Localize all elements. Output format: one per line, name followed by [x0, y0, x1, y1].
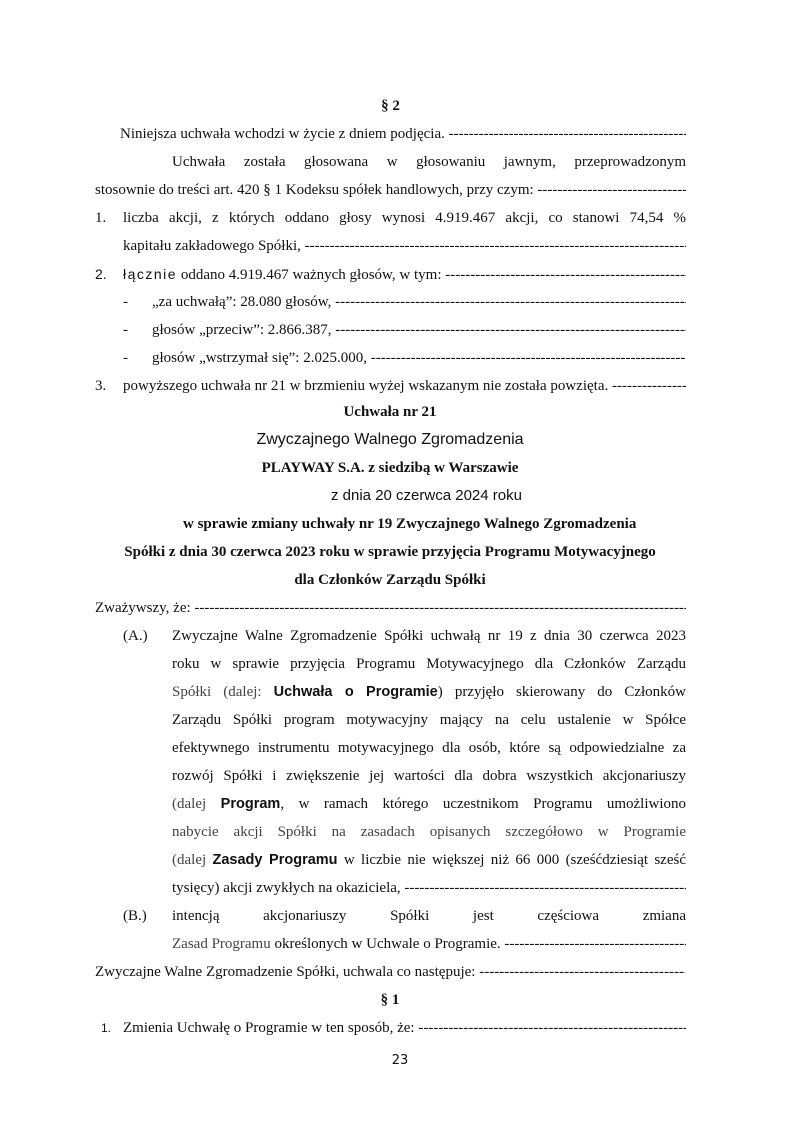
recital-b-text-2: określonych w Uchwale o Programie.	[270, 936, 501, 952]
point-1-number: 1.	[101, 1021, 112, 1035]
term-program: Program	[220, 796, 281, 812]
recital-a-line-1: Zwyczajne Walne Zgromadzenie Spółki uchwałą nr 19 z dnia 30 czerwca 2023	[172, 628, 686, 644]
item-1-line-2	[123, 236, 686, 256]
vote-dash: -	[123, 322, 128, 338]
recital-a-line-7-tail: , w ramach którego uczestnikom Programu umożliwiono	[280, 796, 686, 812]
vote-dash: -	[123, 294, 128, 310]
vote-for	[152, 292, 686, 312]
recital-a-line-4: Zarządu Spółki program motywacyjny mający na celu ustalenie w Spółce	[172, 712, 686, 728]
resolution-date: z dnia 20 czerwca 2024 roku	[331, 487, 522, 504]
effective-text: Niniejsza uchwała wchodzi w życie z dniem podjęcia.	[120, 126, 445, 142]
recital-a-line-10-text: tysięcy) akcji zwykłych na okaziciela,	[172, 880, 401, 896]
resolves-text: Zwyczajne Walne Zgromadzenie Spółki, uchwala co następuje:	[95, 964, 476, 980]
recital-a-line-3-tail: przyjęło skierowany do Członków	[454, 684, 686, 700]
subject-line-2: Spółki z dnia 30 czerwca 2023 roku w sprawie przyjęcia Programu Motywacyjnego	[124, 544, 656, 560]
dalej-open: (dalej	[172, 796, 207, 812]
recital-a-label: (A.)	[123, 628, 148, 644]
dalej-open-2: (dalej	[172, 852, 207, 868]
recital-b-line-2	[172, 934, 686, 954]
vote-intro-text-2: stosownie do treści art. 420 § 1 Kodeksu spółek handlowych, przy czym:	[95, 182, 534, 198]
term-uchwala-o-programie: Uchwała o Programie	[273, 684, 438, 700]
vote-against-text: głosów „przeciw”: 2.866.387,	[152, 322, 332, 338]
whereas-text: Zważywszy, że:	[95, 600, 191, 616]
whereas-line	[95, 598, 686, 618]
item-2-number: 2.	[95, 266, 107, 282]
item-2-text: oddano 4.919.467 ważnych głosów, w tym:	[177, 267, 442, 283]
vote-abstain-text: głosów „wstrzymał się”: 2.025.000,	[152, 350, 367, 366]
resolution-assembly: Zwyczajnego Walnego Zgromadzenia	[256, 431, 524, 448]
vote-against	[152, 320, 686, 340]
vote-intro-line-2	[95, 180, 686, 200]
item-1-number: 1.	[95, 210, 107, 226]
item-3-text: powyższego uchwała nr 21 w brzmieniu wyżej wskazanym nie została powzięta.	[123, 378, 609, 394]
recital-a-line-8: nabycie akcji Spółki na zasadach opisanych szczegółowo w Programie	[172, 824, 686, 840]
resolution-company: PLAYWAY S.A. z siedzibą w Warszawie	[261, 460, 519, 476]
term-zasady-programu: Zasady Programu	[212, 852, 338, 868]
item-2-line	[123, 264, 686, 284]
point-1-text: Zmienia Uchwałę o Programie w ten sposób, że:	[123, 1020, 415, 1036]
item-1-line-1: liczba akcji, z których oddano głosy wynosi 4.919.467 akcji, co stanowi 74,54 %	[123, 210, 686, 226]
effective-clause	[95, 124, 686, 144]
recital-a-line-2: roku w sprawie przyjęcia Programu Motywacyjnego dla Członków Zarządu	[172, 656, 686, 672]
vote-intro-line-1: Uchwała została głosowana w głosowaniu jawnym, przeprowadzonym	[172, 154, 686, 170]
resolves-line	[95, 962, 685, 982]
recital-a-line-9	[172, 850, 686, 870]
recital-a-line-7	[172, 794, 686, 814]
page-number: 23	[391, 1053, 409, 1068]
vote-dash: -	[123, 350, 128, 366]
item-3-line	[123, 376, 686, 396]
vote-for-text: „za uchwałą”: 28.080 głosów,	[152, 294, 332, 310]
recital-b-label: (B.)	[123, 908, 147, 924]
item-3-number: 3.	[95, 378, 107, 394]
subject-line-3: dla Członków Zarządu Spółki	[294, 572, 486, 588]
recital-a-line-5: efektywnego instrumentu motywacyjnego dla osób, które są odpowiedzialne za	[172, 740, 686, 756]
paren-close: )	[437, 684, 443, 700]
recital-b-line-1: intencją akcjonariuszy Spółki jest częściowa zmiana	[172, 908, 686, 924]
point-1-line	[123, 1018, 686, 1038]
subject-line-1: w sprawie zmiany uchwały nr 19 Zwyczajnego Walnego Zgromadzenia	[183, 516, 637, 532]
recital-a-line-3	[172, 682, 686, 702]
item-1-text-2: kapitału zakładowego Spółki,	[123, 238, 301, 254]
section-2-heading: § 2	[381, 98, 400, 114]
recital-a-line-9-tail: w liczbie nie większej niż 66 000 (sześćdziesiąt sześć	[337, 852, 686, 868]
spolki-dalej: Spółki (dalej:	[172, 684, 262, 700]
resolution-title: Uchwała nr 21	[343, 404, 437, 420]
recital-a-line-6: rozwój Spółki i zwiększenie jej wartości dla dobra wszystkich akcjonariuszy	[172, 768, 686, 784]
item-2-prefix: łącznie	[123, 266, 178, 282]
recital-a-line-10	[172, 878, 686, 898]
term-zasad-programu: Zasad Programu	[172, 936, 271, 952]
section-1-heading: § 1	[380, 992, 400, 1008]
vote-abstain	[152, 348, 686, 368]
